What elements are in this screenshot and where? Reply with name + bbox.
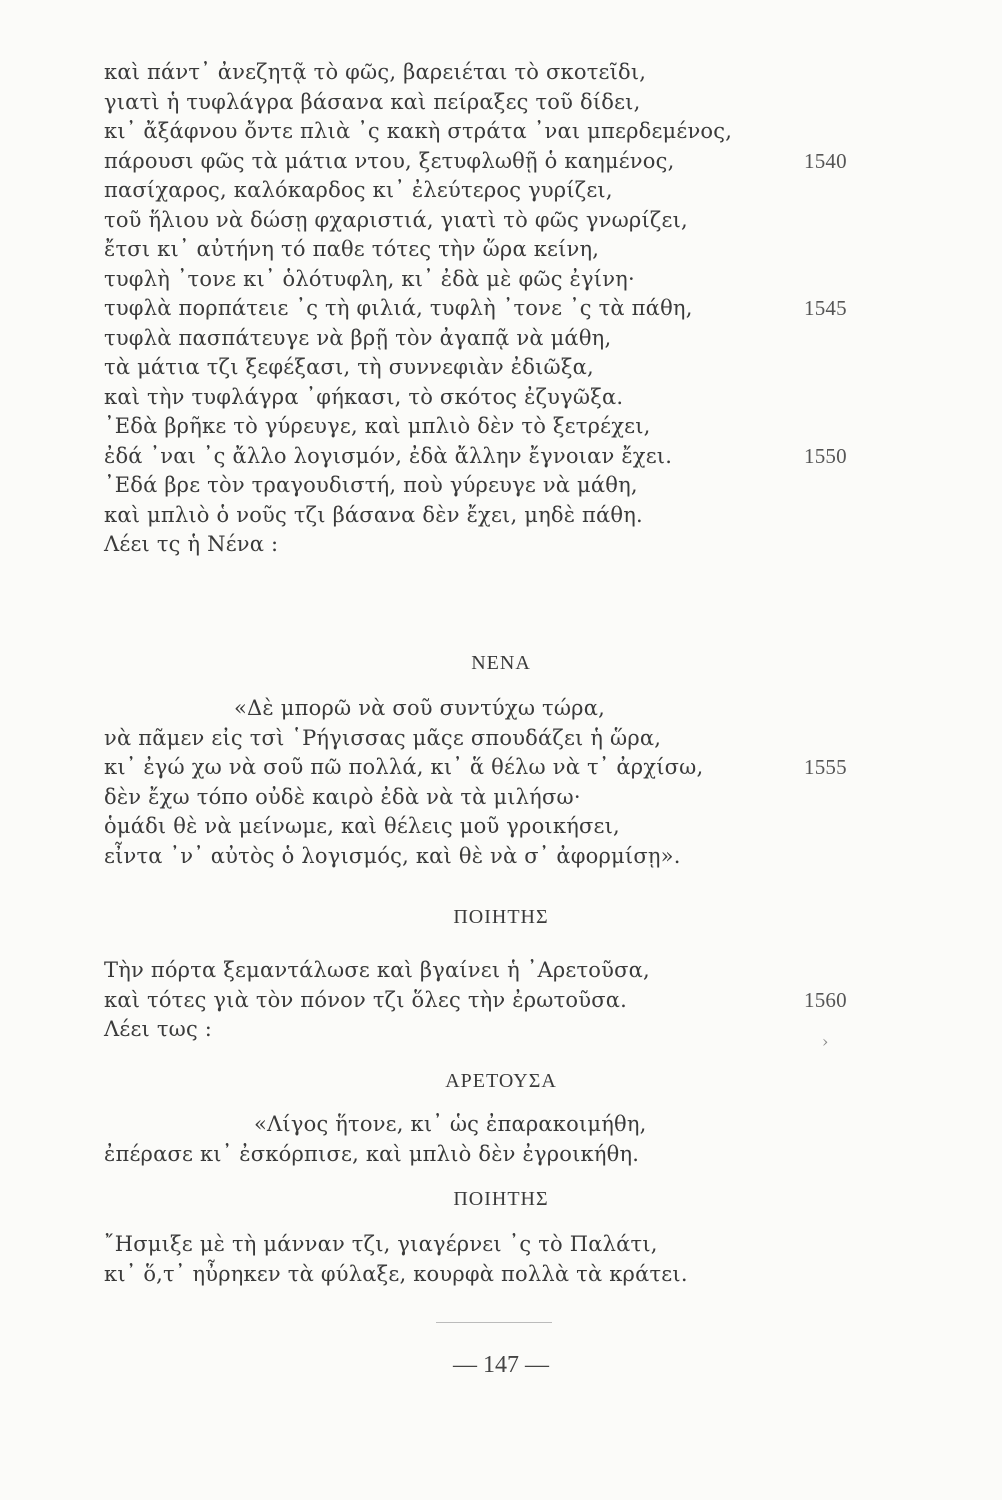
speaker-heading-nena: ΝΕΝΑ [471,652,531,674]
verse-line [104,1140,884,1170]
verse-line [104,1230,884,1260]
verse-block-4 [104,1110,884,1169]
verse-text: ᾽Εδὰ βρῆκε τὸ γύρευγε, καὶ μπλιὸ δὲν τὸ ξετρέχει, [104,414,651,438]
verse-line [104,1260,884,1290]
verse-text: καὶ τὴν τυφλάγρα ᾽φήκασι, τὸ σκότος ἐζυγῶξα. [104,384,624,409]
verse-line [104,294,884,324]
verse-text: Τὴν πόρτα ξεμαντάλωσε καὶ βγαίνει ἡ ᾽Αρετοῦσα, [104,958,650,982]
verse-text: τυφλὰ πορπάτειε ᾽ς τὴ φιλιά, τυφλὴ ᾽τονε ᾽ς τὰ πάθη, [104,296,693,320]
line-number: 1550 [804,443,847,468]
verse-line [104,88,884,118]
verse-text: πάρουσι φῶς τὰ μάτια ντου, ξετυφλωθῇ ὁ καημένος, [104,148,675,173]
speaker-heading-poiitis: ΠΟΙΗΤΗΣ [453,906,549,928]
footer-rule [436,1322,552,1323]
verse-line [104,753,884,783]
verse-text: κι᾽ ἐγώ χω νὰ σοῦ πῶ πολλά, κι᾽ ἅ θέλω νὰ τ᾽ ἀρχίσω, [104,755,704,779]
verse-text: δὲν ἔχω τόπο οὐδὲ καιρὸ ἐδὰ νὰ τὰ μιλήσω· [104,784,581,809]
verse-line [104,58,884,88]
verse-text: Λέει τς ἡ Νένα : [104,532,279,556]
verse-line [104,530,884,560]
verse-text: καὶ τότες γιὰ τὸν πόνον τζι ὅλες τὴν ἐρωτοῦσα. [104,987,628,1012]
verse-text: κι᾽ ὅ,τ᾽ ηὖρηκεν τὰ φύλαξε, κουρφὰ πολλὰ τὰ κράτει. [104,1261,688,1286]
verse-line [104,842,884,872]
speaker-heading-poiitis-2: ΠΟΙΗΤΗΣ [453,1188,549,1210]
verse-line [104,724,884,754]
verse-text: εἶντα ᾽ν᾽ αὐτὸς ὁ λογισμός, καὶ θὲ νὰ σ᾽ ἀφορμίσῃ». [104,843,681,868]
verse-line [104,1110,884,1140]
speaker-heading-aretousa: ΑΡΕΤΟΥΣΑ [445,1070,557,1092]
margin-mark: › [822,1032,829,1051]
verse-line [104,956,884,986]
line-number: 1560 [804,987,847,1012]
verse-line [104,383,884,413]
verse-text: Λέει τως : [104,1017,213,1041]
verse-line [104,412,884,442]
verse-line [104,324,884,354]
verse-text: πασίχαρος, καλόκαρδος κι᾽ ἐλεύτερος γυρίζει, [104,178,613,202]
verse-text: καὶ πάντ᾽ ἀνεζητᾷ τὸ φῶς, βαρειέται τὸ σκοτεῖδι, [104,60,647,84]
verse-line [104,471,884,501]
verse-text: κι᾽ ἄξάφνου ὄντε πλιὰ ᾽ς κακὴ στράτα ᾽ναι μπερδεμένος, [104,119,733,143]
verse-line [104,235,884,265]
verse-block-3 [104,956,884,1045]
verse-line [104,694,884,724]
verse-text: ἐδά ᾽ναι ᾽ς ἄλλο λογισμόν, ἐδὰ ἄλλην ἔγνοιαν ἔχει. [104,443,673,468]
verse-text: «Λίγος ἥτονε, κι᾽ ὡς ἐπαρακοιμήθη, [254,1112,647,1136]
line-number: 1540 [804,148,847,173]
verse-text: τυφλὰ πασπάτευγε νὰ βρῇ τὸν ἀγαπᾷ νὰ μάθη, [104,325,612,350]
verse-line [104,147,884,177]
verse-line [104,986,884,1016]
verse-line [104,117,884,147]
page-number: — 147 — [453,1352,549,1378]
verse-text: ᾽Εδά βρε τὸν τραγουδιστή, ποὺ γύρευγε νὰ μάθη, [104,473,638,497]
verse-block-5 [104,1230,884,1289]
verse-line [104,783,884,813]
verse-line [104,501,884,531]
verse-text: ἔτσι κι᾽ αὐτήνη τό παθε τότες τὴν ὥρα κείνη, [104,237,600,261]
verse-text: τὰ μάτια τζι ξεφέξασι, τὴ συννεφιὰν ἐδιῶξα, [104,355,594,379]
verse-line [104,442,884,472]
verse-line [104,1015,884,1045]
verse-text: ῎Ησμιξε μὲ τὴ μάνναν τζι, γιαγέρνει ᾽ς τὸ Παλάτι, [104,1232,658,1256]
verse-line [104,206,884,236]
verse-text: νὰ πᾶμεν εἰς τσὶ ῾Ρήγισσας μᾶςε σπουδάζει ἡ ὥρα, [104,725,662,750]
line-number: 1545 [804,296,847,320]
verse-line [104,812,884,842]
verse-line [104,176,884,206]
verse-block-1 [104,58,884,560]
verse-text: ὁμάδι θὲ νὰ μείνωμε, καὶ θέλεις μοῦ γροικήσει, [104,814,620,838]
verse-text: τοῦ ἥλιου νὰ δώσῃ φχαριστιά, γιατὶ τὸ φῶς γνωρίζει, [104,207,688,232]
verse-text: γιατὶ ἡ τυφλάγρα βάσανα καὶ πείραξες τοῦ δίδει, [104,89,641,114]
verse-line [104,353,884,383]
verse-line [104,265,884,295]
verse-text: «Δὲ μπορῶ νὰ σοῦ συντύχω τώρα, [234,696,605,720]
verse-text: ἐπέρασε κι᾽ ἐσκόρπισε, καὶ μπλιὸ δὲν ἐγροικήθη. [104,1141,640,1166]
line-number: 1555 [804,755,847,779]
verse-block-2 [104,694,884,871]
verse-text: τυφλὴ ᾽τονε κι᾽ ὁλότυφλη, κι᾽ ἐδὰ μὲ φῶς ἐγίνη· [104,266,635,291]
verse-text: καὶ μπλιὸ ὁ νοῦς τζι βάσανα δὲν ἔχει, μηδὲ πάθη. [104,502,643,527]
